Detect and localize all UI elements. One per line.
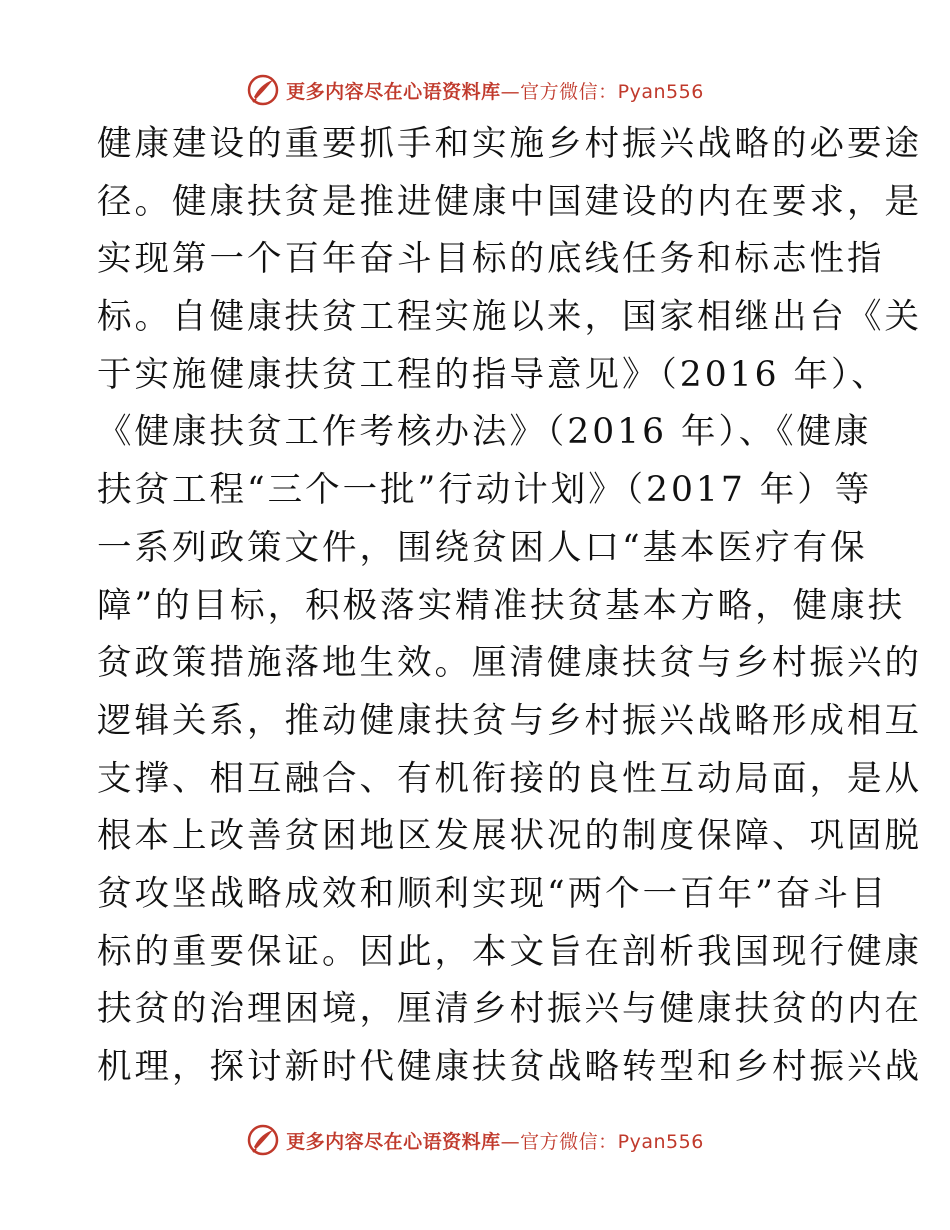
text-line: 贫攻坚战略成效和顺利实现“两个一百年”奋斗目: [97, 873, 889, 914]
watermark-contact: 官方微信：Pyan556: [520, 1130, 704, 1153]
document-body: [97, 116, 922, 1097]
text-line: 扶贫工程“三个一批”行动计划》（2017 年）等: [97, 470, 873, 511]
watermark-brand: 更多内容尽在心语资料库: [286, 1130, 501, 1153]
pen-logo-icon: [246, 73, 280, 107]
text-line: 根本上改善贫困地区发展状况的制度保障、巩固脱: [97, 816, 922, 857]
text-line: 标。自健康扶贫工程实施以来，国家相继出台《关: [97, 297, 922, 338]
text-line: 于实施健康扶贫工程的指导意见》（2016 年）、: [97, 354, 889, 395]
watermark-text: [286, 77, 704, 104]
text-line: 实现第一个百年奋斗目标的底线任务和标志性指: [97, 239, 885, 280]
watermark-text: [286, 1127, 704, 1154]
text-line: 机理，探讨新时代健康扶贫战略转型和乡村振兴战: [97, 1047, 922, 1087]
watermark-brand: 更多内容尽在心语资料库: [286, 80, 501, 103]
text-line: 障”的目标，积极落实精准扶贫基本方略，健康扶: [97, 585, 906, 626]
text-line: 标的重要保证。因此，本文旨在剖析我国现行健康: [97, 931, 922, 972]
text-line: 扶贫的治理困境，厘清乡村振兴与健康扶贫的内在: [97, 989, 922, 1030]
footer-watermark: [0, 1120, 950, 1160]
text-line: 贫政策措施落地生效。厘清健康扶贫与乡村振兴的: [97, 643, 922, 684]
header-watermark: [0, 70, 950, 110]
pen-logo-icon: [246, 1123, 280, 1157]
text-line: 《健康扶贫工作考核办法》（2016 年）、《健康: [97, 412, 872, 453]
text-line: 径。健康扶贫是推进健康中国建设的内在要求，是: [97, 181, 922, 222]
watermark-separator: —: [500, 80, 521, 103]
watermark-separator: —: [500, 1130, 521, 1153]
text-line: 一系列政策文件，围绕贫困人口“基本医疗有保: [97, 527, 868, 568]
watermark-contact: 官方微信：Pyan556: [520, 80, 704, 103]
text-line: 逻辑关系，推动健康扶贫与乡村振兴战略形成相互: [97, 700, 922, 741]
text-line: 支撑、相互融合、有机衔接的良性互动局面，是从: [97, 758, 922, 799]
text-line: 健康建设的重要抓手和实施乡村振兴战略的必要途: [97, 124, 922, 164]
